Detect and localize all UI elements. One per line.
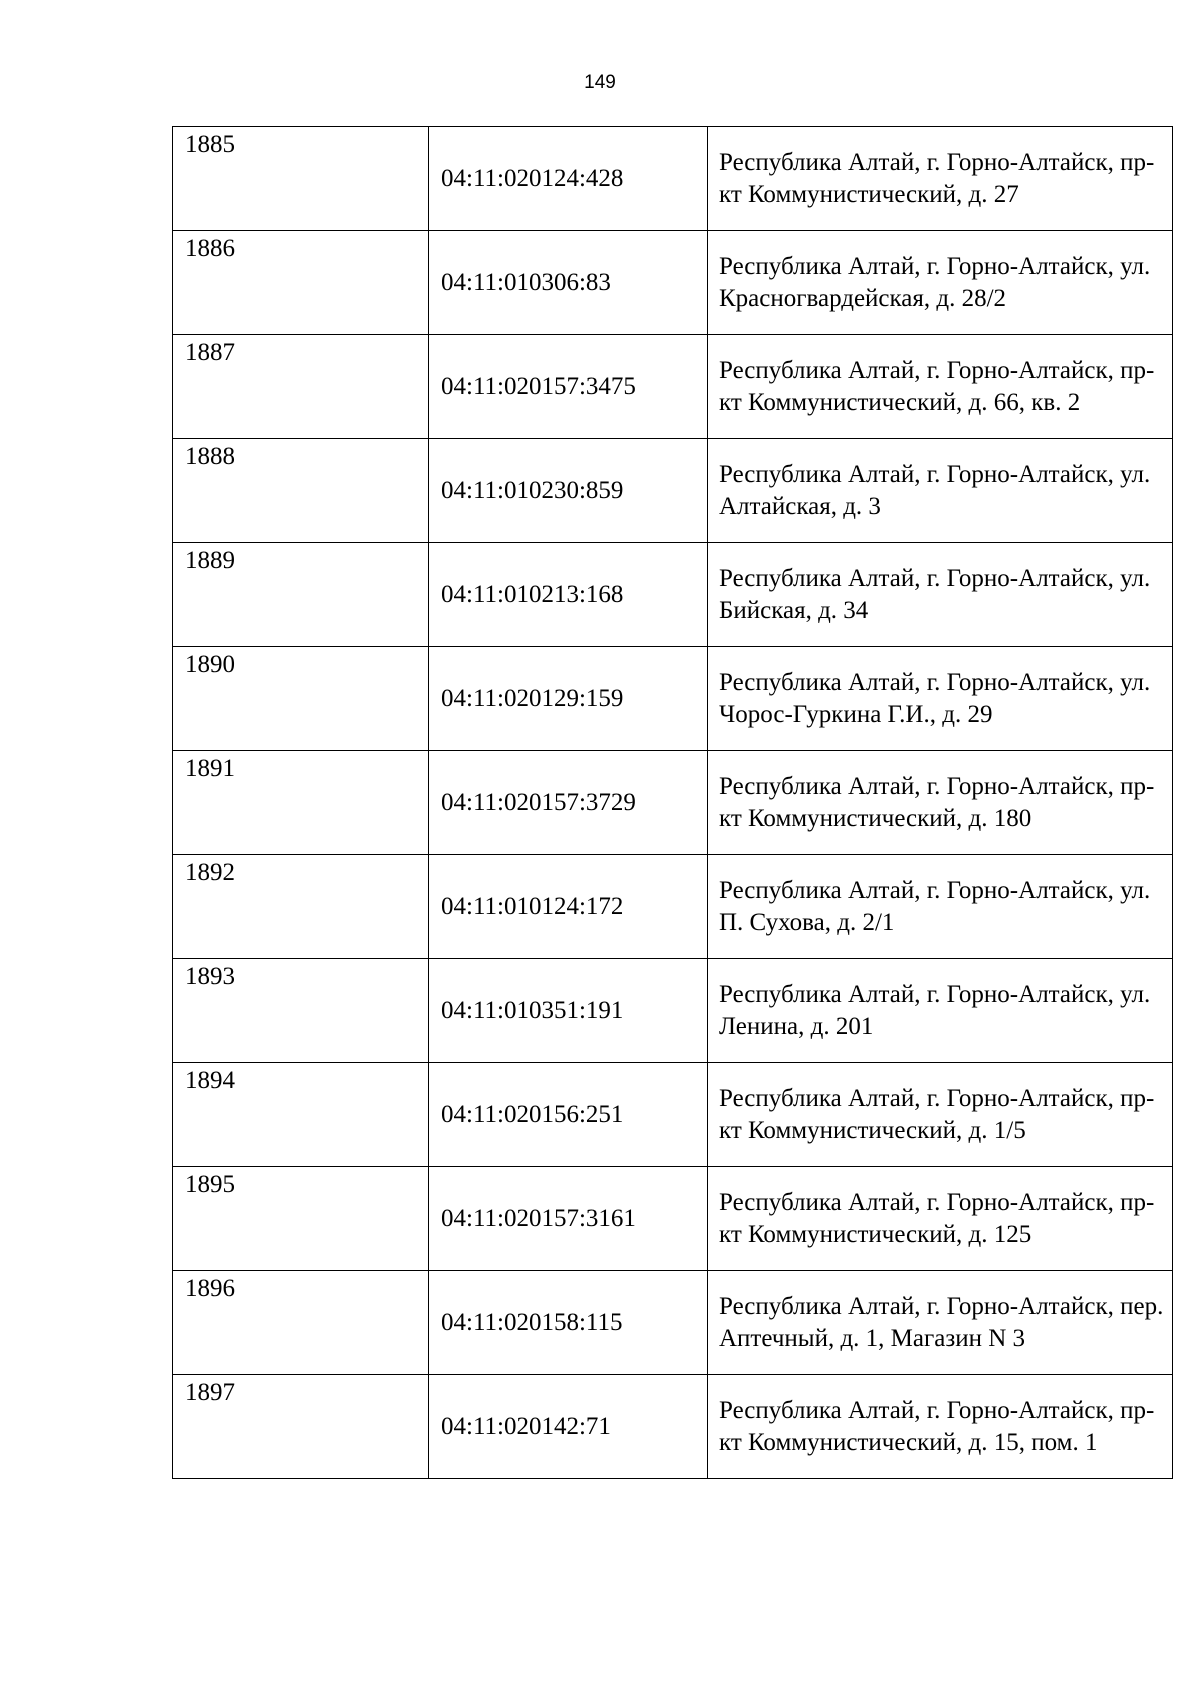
cadastral-number-cell: 04:11:010213:168 [429,543,708,647]
address-cell: Республика Алтай, г. Горно-Алтайск, пр-кт Коммунистический, д. 27 [708,127,1173,231]
table-row [173,959,1173,1063]
address-cell: Республика Алтай, г. Горно-Алтайск, пр-кт Коммунистический, д. 180 [708,751,1173,855]
table-row [173,335,1173,439]
table-row [173,439,1173,543]
registry-table-body [173,127,1173,1479]
table-row [173,1375,1173,1479]
address-cell: Республика Алтай, г. Горно-Алтайск, пр-кт Коммунистический, д. 1/5 [708,1063,1173,1167]
cadastral-number-cell: 04:11:010351:191 [429,959,708,1063]
row-number-cell: 1891 [173,751,429,855]
registry-table [172,126,1173,1479]
row-number-cell: 1890 [173,647,429,751]
address-cell: Республика Алтай, г. Горно-Алтайск, пер. Аптечный, д. 1, Магазин N 3 [708,1271,1173,1375]
address-cell: Республика Алтай, г. Горно-Алтайск, ул. Чорос-Гуркина Г.И., д. 29 [708,647,1173,751]
address-cell: Республика Алтай, г. Горно-Алтайск, пр-кт Коммунистический, д. 66, кв. 2 [708,335,1173,439]
table-row [173,1271,1173,1375]
address-cell: Республика Алтай, г. Горно-Алтайск, ул. Красногвардейская, д. 28/2 [708,231,1173,335]
table-row [173,751,1173,855]
table-row [173,127,1173,231]
row-number-cell: 1895 [173,1167,429,1271]
page-number: 149 [584,72,616,93]
row-number-cell: 1893 [173,959,429,1063]
address-cell: Республика Алтай, г. Горно-Алтайск, ул. Бийская, д. 34 [708,543,1173,647]
address-cell: Республика Алтай, г. Горно-Алтайск, ул. Ленина, д. 201 [708,959,1173,1063]
address-cell: Республика Алтай, г. Горно-Алтайск, ул. П. Сухова, д. 2/1 [708,855,1173,959]
cadastral-number-cell: 04:11:020156:251 [429,1063,708,1167]
row-number-cell: 1886 [173,231,429,335]
row-number-cell: 1892 [173,855,429,959]
table-row [173,855,1173,959]
table-row [173,231,1173,335]
table-row [173,1063,1173,1167]
row-number-cell: 1894 [173,1063,429,1167]
row-number-cell: 1888 [173,439,429,543]
cadastral-number-cell: 04:11:020157:3475 [429,335,708,439]
address-cell: Республика Алтай, г. Горно-Алтайск, пр-кт Коммунистический, д. 15, пом. 1 [708,1375,1173,1479]
table-row [173,543,1173,647]
cadastral-number-cell: 04:11:020129:159 [429,647,708,751]
address-cell: Республика Алтай, г. Горно-Алтайск, ул. Алтайская, д. 3 [708,439,1173,543]
table-row [173,647,1173,751]
row-number-cell: 1896 [173,1271,429,1375]
row-number-cell: 1885 [173,127,429,231]
cadastral-number-cell: 04:11:020157:3161 [429,1167,708,1271]
table-row [173,1167,1173,1271]
row-number-cell: 1889 [173,543,429,647]
cadastral-number-cell: 04:11:010124:172 [429,855,708,959]
row-number-cell: 1887 [173,335,429,439]
cadastral-number-cell: 04:11:010306:83 [429,231,708,335]
row-number-cell: 1897 [173,1375,429,1479]
cadastral-number-cell: 04:11:020142:71 [429,1375,708,1479]
cadastral-number-cell: 04:11:010230:859 [429,439,708,543]
address-cell: Республика Алтай, г. Горно-Алтайск, пр-кт Коммунистический, д. 125 [708,1167,1173,1271]
cadastral-number-cell: 04:11:020124:428 [429,127,708,231]
cadastral-number-cell: 04:11:020158:115 [429,1271,708,1375]
cadastral-number-cell: 04:11:020157:3729 [429,751,708,855]
